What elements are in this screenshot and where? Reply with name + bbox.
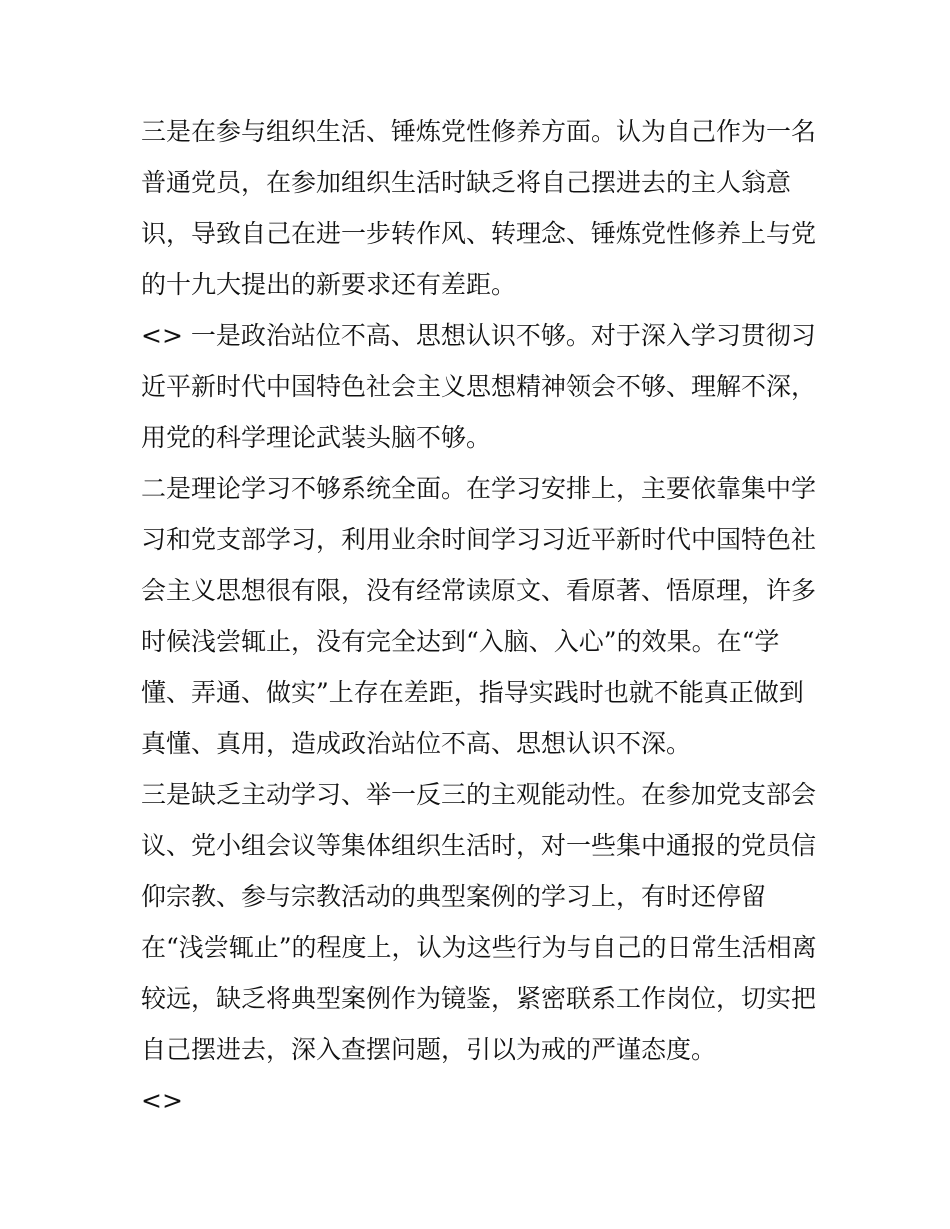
text-line: 普通党员，在参加组织生活时缺乏将自己摆进去的主人翁意: [141, 168, 792, 197]
document-body: [141, 106, 821, 1126]
text-line: 习和党支部学习，利用业余时间学习习近平新时代中国特色社: [141, 525, 817, 554]
text-line: <>: [141, 1086, 183, 1115]
text-line: 议、党小组会议等集体组织生活时，对一些集中通报的党员信: [141, 831, 817, 860]
text-line: <> 一是政治站位不高、思想认识不够。对于深入学习贯彻习: [141, 321, 816, 350]
text-line: 的十九大提出的新要求还有差距。: [141, 270, 517, 299]
text-line: 自己摆进去，深入查摆问题，引以为戒的严谨态度。: [141, 1035, 717, 1064]
text-line: 在“浅尝辄止”的程度上，认为这些行为与自己的日常生活相离: [141, 933, 817, 962]
text-line: 懂、弄通、做实”上存在差距，指导实践时也就不能真正做到: [141, 678, 804, 707]
text-line: 较远，缺乏将典型案例作为镜鉴，紧密联系工作岗位，切实把: [141, 984, 817, 1013]
text-line: 三是缺乏主动学习、举一反三的主观能动性。在参加党支部会: [141, 780, 817, 809]
text-line: 用党的科学理论武装头脑不够。: [141, 423, 492, 452]
text-line: 真懂、真用，造成政治站位不高、思想认识不深。: [141, 729, 692, 758]
text-line: 仰宗教、参与宗教活动的典型案例的学习上，有时还停留: [141, 882, 767, 911]
text-line: 近平新时代中国特色社会主义思想精神领会不够、理解不深，: [141, 372, 817, 401]
text-line: 识，导致自己在进一步转作风、转理念、锤炼党性修养上与党: [141, 219, 817, 248]
text-line: 时候浅尝辄止，没有完全达到“入脑、入心”的效果。在“学: [141, 627, 780, 656]
text-line: 二是理论学习不够系统全面。在学习安排上，主要依靠集中学: [141, 474, 817, 503]
text-line: 三是在参与组织生活、锤炼党性修养方面。认为自己作为一名: [141, 117, 817, 146]
text-line: 会主义思想很有限，没有经常读原文、看原著、悟原理，许多: [141, 576, 817, 605]
